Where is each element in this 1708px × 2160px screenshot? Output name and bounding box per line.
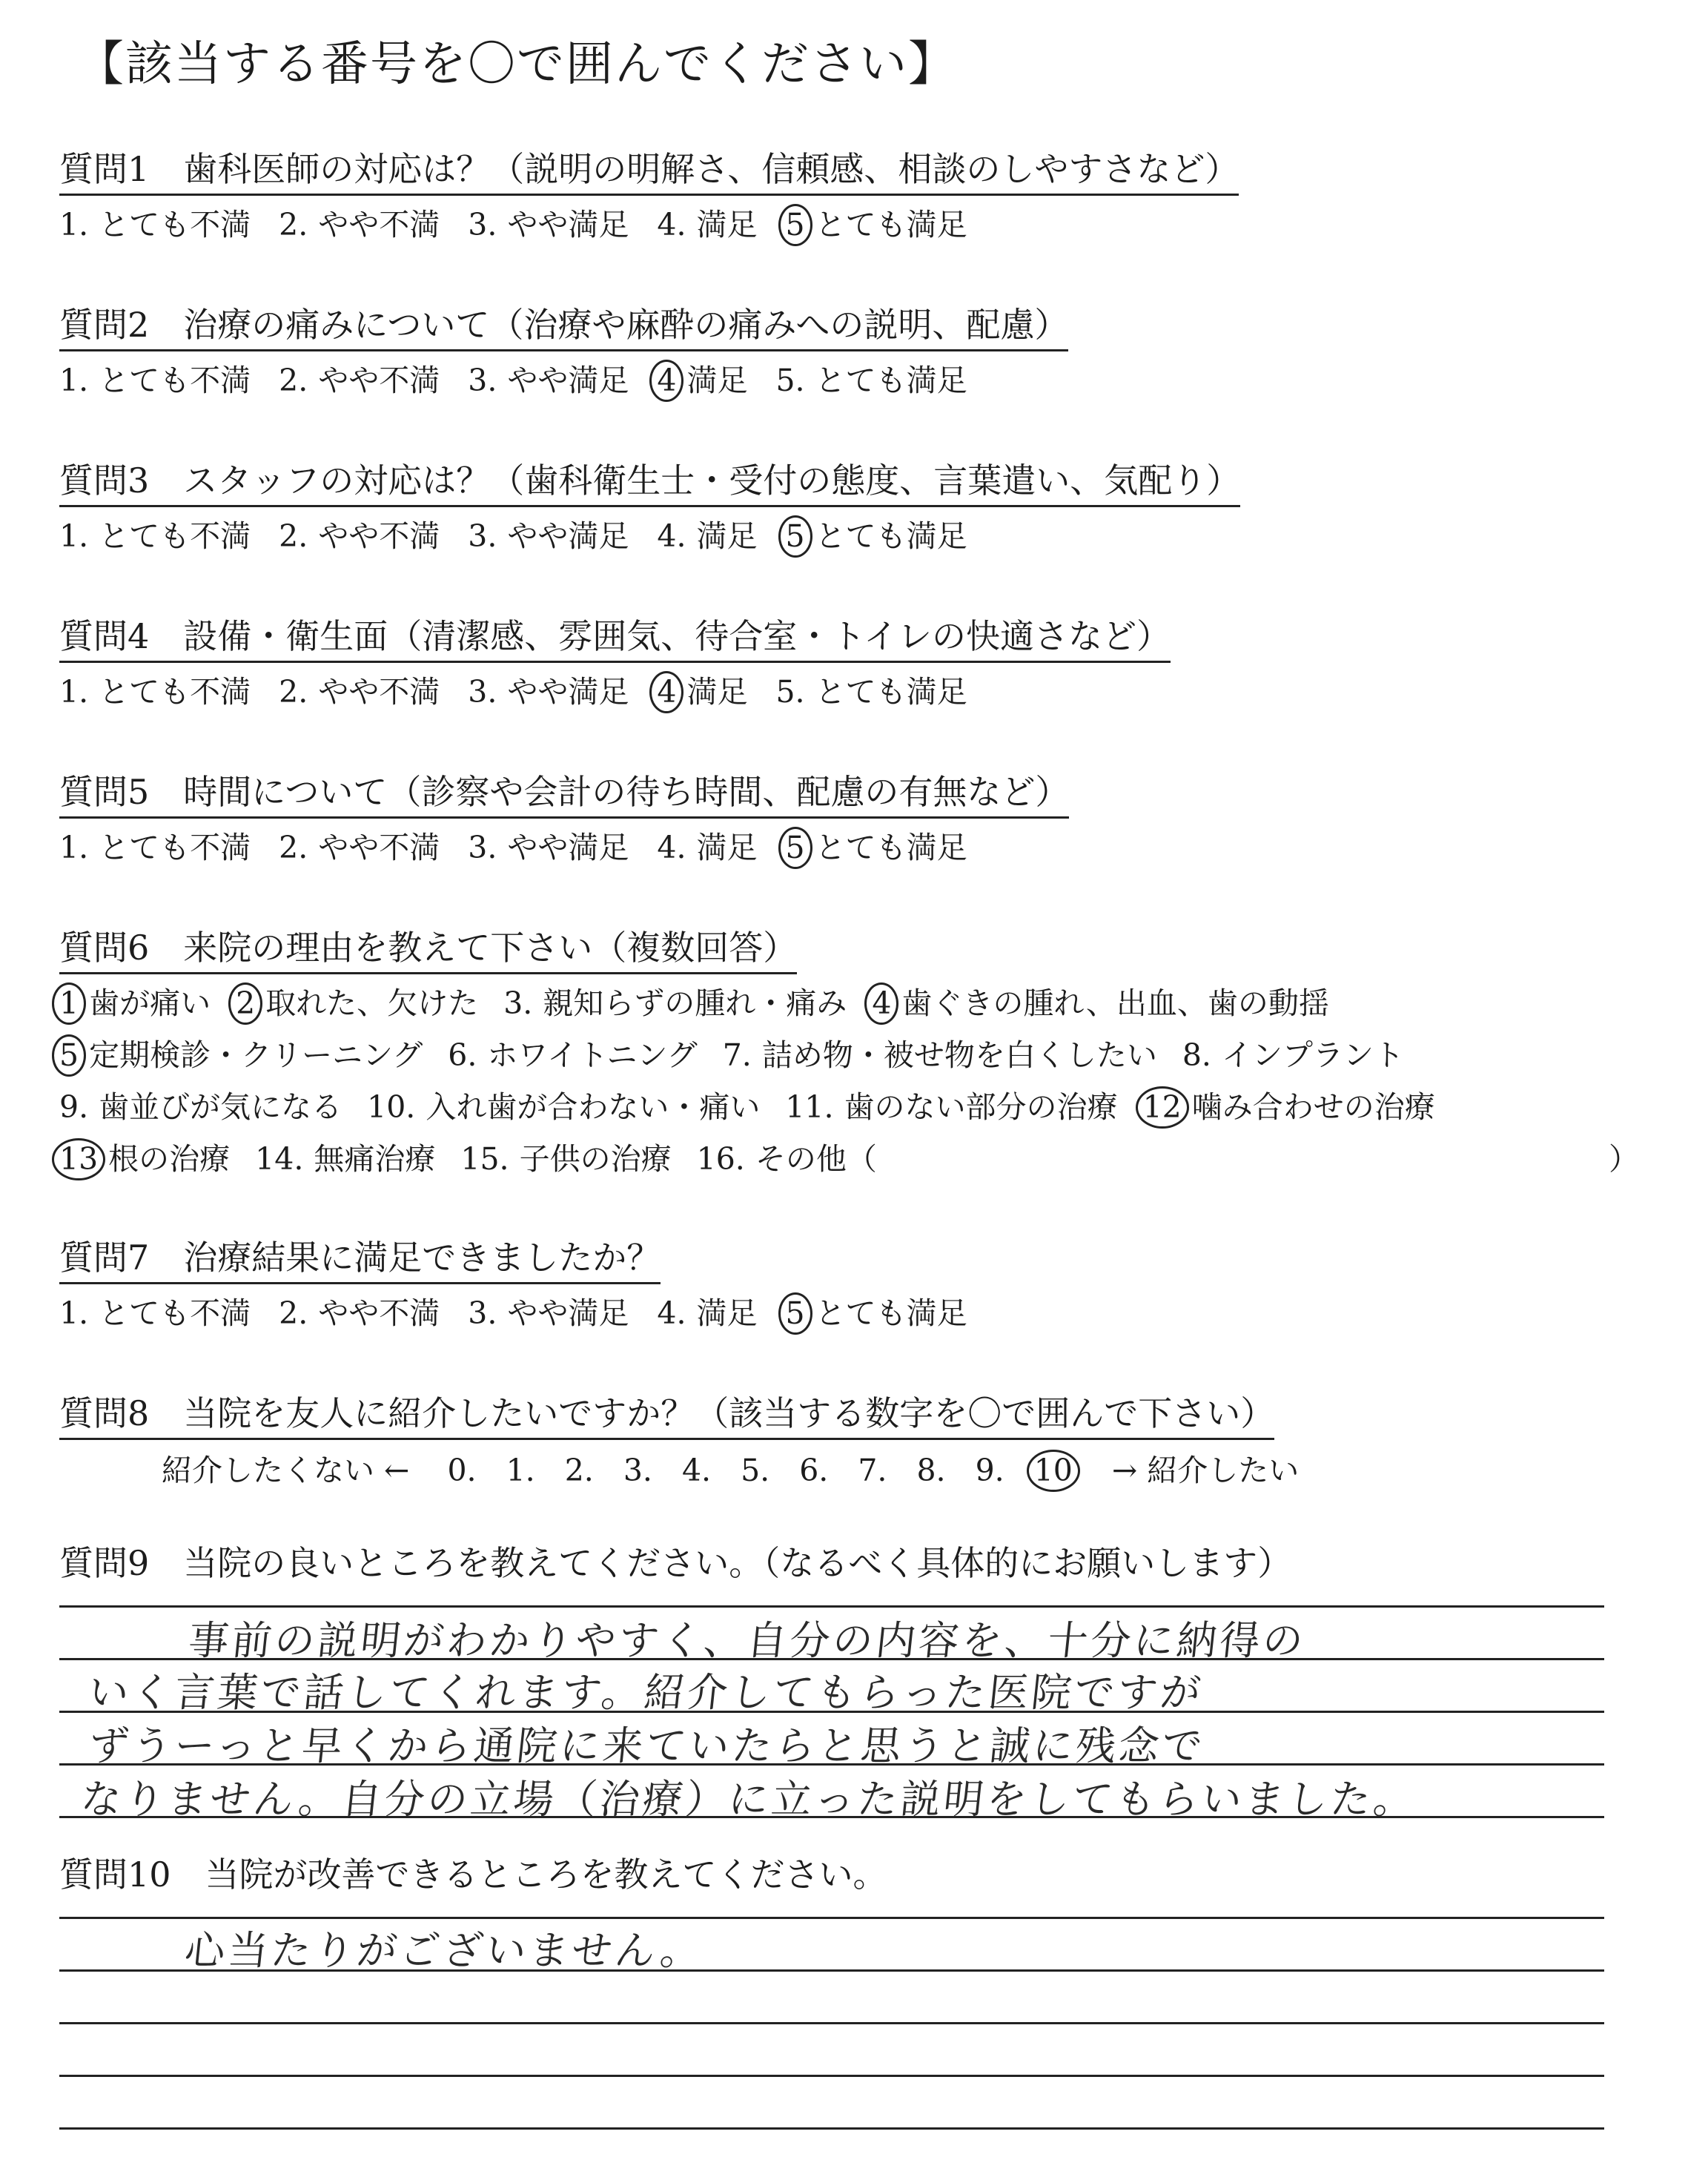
option xyxy=(59,1089,342,1125)
recommend-low-label: 紹介したくない ← xyxy=(162,1453,410,1488)
option-label: やや不満 xyxy=(318,207,440,242)
handwritten-answer-line: ずうーっと早くから通院に来ていたらと思うと誠に残念で xyxy=(86,1723,1208,1769)
option-number: 16. xyxy=(696,1141,745,1177)
option-number: 5. xyxy=(775,674,805,710)
option-number: 3. xyxy=(468,518,497,554)
recommend-high-label: → 紹介したい xyxy=(1111,1453,1300,1488)
option xyxy=(279,674,440,710)
question-8-scale-row xyxy=(162,1453,1327,1488)
circled-number: 4 xyxy=(872,985,892,1021)
option-label: とても満足 xyxy=(815,518,967,554)
option-number: 3. xyxy=(503,985,533,1021)
option xyxy=(279,830,440,865)
option-number: 3. xyxy=(468,674,497,710)
circled-number: 5 xyxy=(785,830,805,865)
selected-option xyxy=(657,674,748,710)
handwritten-answer-line: 事前の説明がわかりやすく、自分の内容を、十分に納得の xyxy=(186,1617,1308,1664)
option-label: 満足 xyxy=(696,1295,758,1331)
recommend-scale xyxy=(447,1453,1102,1488)
option xyxy=(367,1089,761,1125)
option-label: とても不満 xyxy=(99,674,251,710)
scale-number: 1. xyxy=(506,1453,535,1488)
option xyxy=(468,674,629,710)
option-label: やや不満 xyxy=(318,1295,440,1331)
circled-number: 12 xyxy=(1142,1089,1182,1125)
answer-line xyxy=(59,2127,1604,2130)
option xyxy=(503,985,847,1021)
answer-line xyxy=(59,1605,1604,1608)
option-label: 根の治療 xyxy=(108,1141,231,1177)
answer-line xyxy=(59,2075,1604,2077)
circled-number: 13 xyxy=(59,1141,99,1177)
option-number: 1. xyxy=(59,830,89,865)
option-number: 14. xyxy=(255,1141,304,1177)
question-5-label: 質問5 時間について（診察や会計の待ち時間、配慮の有無など） xyxy=(59,775,1069,819)
scale-number: 7. xyxy=(858,1453,887,1488)
option-number: 1. xyxy=(59,363,89,398)
option-number: 4. xyxy=(657,518,686,554)
option-number: 3. xyxy=(468,363,497,398)
answer-line xyxy=(59,2022,1604,2024)
option-label: 満足 xyxy=(686,674,748,710)
question-6-row-4 xyxy=(59,1141,902,1177)
option-label: 歯ぐきの腫れ、出血、歯の動揺 xyxy=(901,985,1329,1021)
selected-option xyxy=(785,207,967,242)
question-6-row-2 xyxy=(59,1037,1429,1073)
option xyxy=(468,1295,629,1331)
circled-number: 1 xyxy=(59,985,79,1021)
selected-option xyxy=(236,985,479,1021)
option-label: 定期検診・クリーニング xyxy=(89,1037,423,1073)
option-label: 噛み合わせの治療 xyxy=(1191,1089,1435,1125)
option-label: インプラント xyxy=(1221,1037,1404,1073)
option xyxy=(460,1141,672,1177)
question-6-label: 質問6 来院の理由を教えて下さい（複数回答） xyxy=(59,931,797,974)
option-number: 1. xyxy=(59,1295,89,1331)
scale-number: 3. xyxy=(623,1453,652,1488)
option-label: やや満足 xyxy=(507,830,629,865)
option-label: 満足 xyxy=(696,518,758,554)
option-number: 6. xyxy=(448,1037,477,1073)
option-label: やや満足 xyxy=(507,674,629,710)
selected-option xyxy=(59,1141,231,1177)
circled-number: 5 xyxy=(785,207,805,242)
option-number: 3. xyxy=(468,830,497,865)
question-2-label: 質問2 治療の痛みについて（治療や麻酔の痛みへの説明、配慮） xyxy=(59,308,1068,351)
option-number: 2. xyxy=(279,674,308,710)
option-number: 3. xyxy=(468,1295,497,1331)
option xyxy=(59,518,251,554)
option-label: とても満足 xyxy=(815,207,967,242)
option-number: 9. xyxy=(59,1089,89,1125)
option xyxy=(448,1037,698,1073)
option-label: 子供の治療 xyxy=(519,1141,672,1177)
option-label: やや満足 xyxy=(507,207,629,242)
option-number: 1. xyxy=(59,518,89,554)
selected-option xyxy=(785,830,967,865)
option-label: やや不満 xyxy=(318,830,440,865)
scale-number: 4. xyxy=(681,1453,712,1488)
question-8-label: 質問8 当院を友人に紹介したいですか？（該当する数字を〇で囲んで下さい） xyxy=(59,1396,1274,1440)
option-label: やや満足 xyxy=(507,518,629,554)
option-label: ホワイトニング xyxy=(487,1037,698,1073)
question-4-options xyxy=(59,674,996,710)
circled-number: 10 xyxy=(1033,1453,1073,1488)
option-label: とても満足 xyxy=(815,1295,967,1331)
option-label: 満足 xyxy=(696,207,758,242)
option-label: 詰め物・被せ物を白くしたい xyxy=(761,1037,1157,1073)
selected-option xyxy=(785,1295,967,1331)
option-label: やや不満 xyxy=(318,518,440,554)
circled-number: 5 xyxy=(59,1037,79,1073)
option-number: 1. xyxy=(59,674,89,710)
question-2-options xyxy=(59,363,996,398)
option-number: 2. xyxy=(279,207,308,242)
option xyxy=(59,674,251,710)
option-label: やや不満 xyxy=(318,674,440,710)
question-5-options xyxy=(59,830,996,865)
option-label: 取れた、欠けた xyxy=(265,985,479,1021)
scale-number: 0. xyxy=(447,1453,477,1488)
option xyxy=(59,1295,251,1331)
scale-number: 8. xyxy=(916,1453,946,1488)
question-4-label: 質問4 設備・衛生面（清潔感、雰囲気、待合室・トイレの快適さなど） xyxy=(59,619,1171,663)
question-10-label: 質問10 当院が改善できるところを教えてください。 xyxy=(59,1855,887,1895)
question-6-other-close: ） xyxy=(1609,1141,1639,1177)
option xyxy=(696,1141,877,1177)
option-number: 4. xyxy=(657,1295,686,1331)
option xyxy=(255,1141,436,1177)
selected-option xyxy=(59,1037,423,1073)
option xyxy=(468,363,629,398)
option xyxy=(59,363,251,398)
option-label: やや満足 xyxy=(507,363,629,398)
option-label: やや満足 xyxy=(507,1295,629,1331)
circled-number: 4 xyxy=(657,674,677,710)
scale-number: 2. xyxy=(564,1453,594,1488)
option-label: とても満足 xyxy=(815,830,967,865)
circled-number: 5 xyxy=(785,518,805,554)
option xyxy=(279,363,440,398)
option xyxy=(59,207,251,242)
selected-option xyxy=(872,985,1329,1021)
option xyxy=(279,207,440,242)
option-label: やや不満 xyxy=(318,363,440,398)
option-number: 4. xyxy=(657,207,686,242)
option xyxy=(657,1295,758,1331)
scale-number: 6. xyxy=(799,1453,829,1488)
option-label: とても不満 xyxy=(99,830,251,865)
selected-option xyxy=(1142,1089,1435,1125)
option-label: とても満足 xyxy=(815,674,967,710)
option xyxy=(657,830,758,865)
question-6-row-1 xyxy=(59,985,1354,1021)
option xyxy=(1182,1037,1404,1073)
option-label: 無痛治療 xyxy=(314,1141,436,1177)
option-number: 15. xyxy=(460,1141,509,1177)
option-number: 2. xyxy=(279,518,308,554)
option-label: 親知らずの腫れ・痛み xyxy=(543,985,847,1021)
question-3-options xyxy=(59,518,996,554)
question-1-label: 質問1 歯科医師の対応は？（説明の明解さ、信頼感、相談のしやすさなど） xyxy=(59,152,1239,196)
option-number: 7. xyxy=(722,1037,752,1073)
option-number: 1. xyxy=(59,207,89,242)
circled-number: 2 xyxy=(236,985,256,1021)
option-number: 2. xyxy=(279,1295,308,1331)
question-1-options xyxy=(59,207,996,242)
option-number: 8. xyxy=(1182,1037,1211,1073)
question-7-label: 質問7 治療結果に満足できましたか？ xyxy=(59,1241,661,1284)
option-label: とても満足 xyxy=(815,363,967,398)
option-number: 3. xyxy=(468,207,497,242)
scale-number: 5. xyxy=(741,1453,770,1488)
option-number: 2. xyxy=(279,830,308,865)
option xyxy=(468,207,629,242)
option xyxy=(657,207,758,242)
option-number: 10. xyxy=(367,1089,416,1125)
option-label: 歯並びが気になる xyxy=(99,1089,342,1125)
option xyxy=(279,518,440,554)
option xyxy=(468,830,629,865)
question-7-options xyxy=(59,1295,996,1331)
option-label: 歯のない部分の治療 xyxy=(844,1089,1118,1125)
question-3-label: 質問3 スタッフの対応は？（歯科衛生士・受付の態度、言葉遣い、気配り） xyxy=(59,463,1240,507)
page-title: 【該当する番号を〇で囲んでください】 xyxy=(76,37,957,92)
option xyxy=(722,1037,1157,1073)
option xyxy=(59,830,251,865)
question-6-row-3 xyxy=(59,1089,1460,1125)
circled-number: 4 xyxy=(657,363,677,398)
option-number: 5. xyxy=(775,363,805,398)
handwritten-answer-line: 心当たりがございません。 xyxy=(182,1927,706,1974)
option-label: 歯が痛い xyxy=(89,985,211,1021)
option-number: 11. xyxy=(785,1089,834,1125)
option-label: その他（ xyxy=(755,1141,877,1177)
option-label: とても不満 xyxy=(99,1295,251,1331)
option xyxy=(657,518,758,554)
selected-option xyxy=(785,518,967,554)
option xyxy=(775,674,967,710)
option-label: とても不満 xyxy=(99,518,251,554)
option-number: 2. xyxy=(279,363,308,398)
option-label: とても不満 xyxy=(99,207,251,242)
handwritten-answer-line: なりません。自分の立場（治療）に立った説明をしてもらいました。 xyxy=(79,1776,1420,1823)
option xyxy=(785,1089,1118,1125)
option-number: 4. xyxy=(657,830,686,865)
option-label: 満足 xyxy=(686,363,748,398)
circled-number: 5 xyxy=(785,1295,805,1331)
option xyxy=(775,363,967,398)
question-9-label: 質問9 当院の良いところを教えてください。（なるべく具体的にお願いします） xyxy=(59,1543,1292,1583)
scale-number: 9. xyxy=(975,1453,1004,1488)
option xyxy=(468,518,629,554)
option-label: 満足 xyxy=(696,830,758,865)
selected-option xyxy=(657,363,748,398)
selected-option xyxy=(59,985,211,1021)
handwritten-answer-line: いく言葉で話してくれます。紹介してもらった医院ですが xyxy=(86,1669,1206,1716)
option-label: とても不満 xyxy=(99,363,251,398)
option xyxy=(279,1295,440,1331)
option-label: 入れ歯が合わない・痛い xyxy=(426,1089,761,1125)
